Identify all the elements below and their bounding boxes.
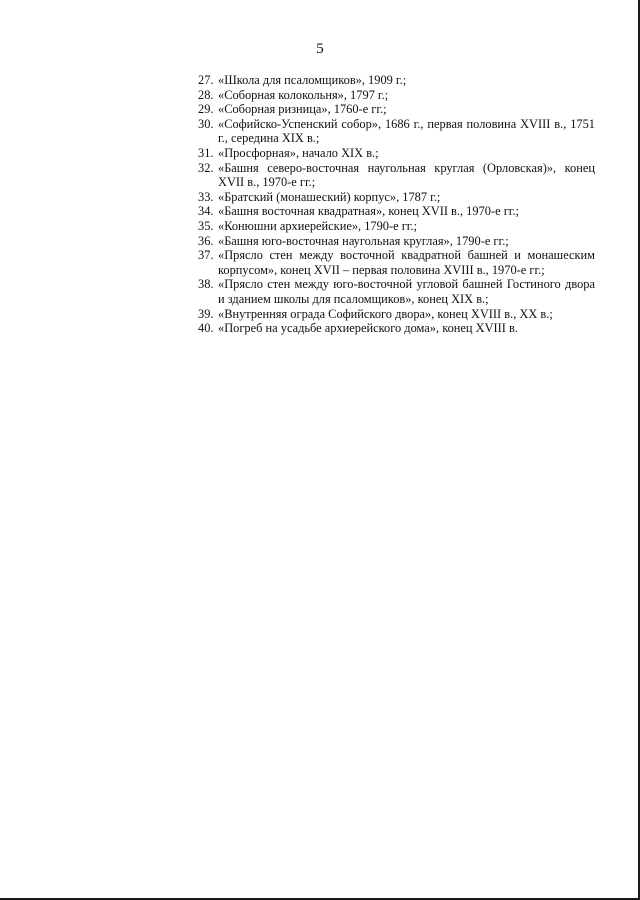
list-item [198,73,595,88]
list-item-text: «Башня северо-восточная наугольная круглая (Орловская)», конец XVII в., 1970-е гг.; [218,160,595,190]
list-item-number: 34. [198,204,214,219]
list-item-number: 37. [198,248,214,263]
list-item-text: «Братский (монашеский) корпус», 1787 г.; [218,189,441,204]
list-item-number: 40. [198,321,214,336]
heritage-object-list [198,73,595,336]
list-item-number: 38. [198,277,214,292]
list-item-text: «Погреб на усадьбе архиерейского дома», конец XVIII в. [218,321,518,336]
list-item-text: «Школа для псаломщиков», 1909 г.; [218,73,407,87]
list-item [198,190,595,205]
list-item [198,307,595,322]
list-item-text: «Соборная ризница», 1760-е гг.; [218,102,387,117]
list-item [198,88,595,103]
list-item-number: 29. [198,102,214,117]
list-item-text: «Башня восточная квадратная», конец XVII в., 1970-е гг.; [218,204,519,219]
list-item-text: «Соборная колокольня», 1797 г.; [218,87,389,102]
list-item-text: «Прясло стен между юго-восточной угловой башней Гостиного двора и зданием школы для псаломщиков», конец XIX в.; [218,277,595,306]
list-item-number: 31. [198,145,214,160]
list-item [198,321,595,336]
list-item-number: 35. [198,218,214,233]
list-item [198,234,595,249]
list-item [198,146,595,161]
list-item-number: 32. [198,160,214,175]
list-item [198,248,595,277]
list-item-text: «Софийско-Успенский собор», 1686 г., первая половина XVIII в., 1751 г., середина XIX в.; [218,116,595,146]
list-item-text: «Внутренняя ограда Софийского двора», конец XVIII в., XX в.; [218,306,553,321]
list-item-number: 28. [198,87,214,102]
list-item-number: 33. [198,189,214,204]
page-number: 5 [316,41,324,57]
list-item [198,117,595,146]
list-item [198,277,595,306]
list-item-text: «Конюшни архиерейские», 1790-е гг.; [218,218,418,233]
list-item-number: 36. [198,233,214,248]
list-item-text: «Просфорная», начало XIX в.; [218,145,379,160]
list-item-text: «Башня юго-восточная наугольная круглая», 1790-е гг.; [218,233,509,248]
list-item-number: 39. [198,306,214,321]
list-item [198,161,595,190]
list-item [198,219,595,234]
list-item [198,102,595,117]
list-item-number: 27. [198,73,214,87]
list-item [198,204,595,219]
list-item-text: «Прясло стен между восточной квадратной башней и монашеским корпусом», конец XVII – первая половина XVIII в., 1970-е гг.; [218,248,595,277]
list-item-number: 30. [198,116,214,131]
